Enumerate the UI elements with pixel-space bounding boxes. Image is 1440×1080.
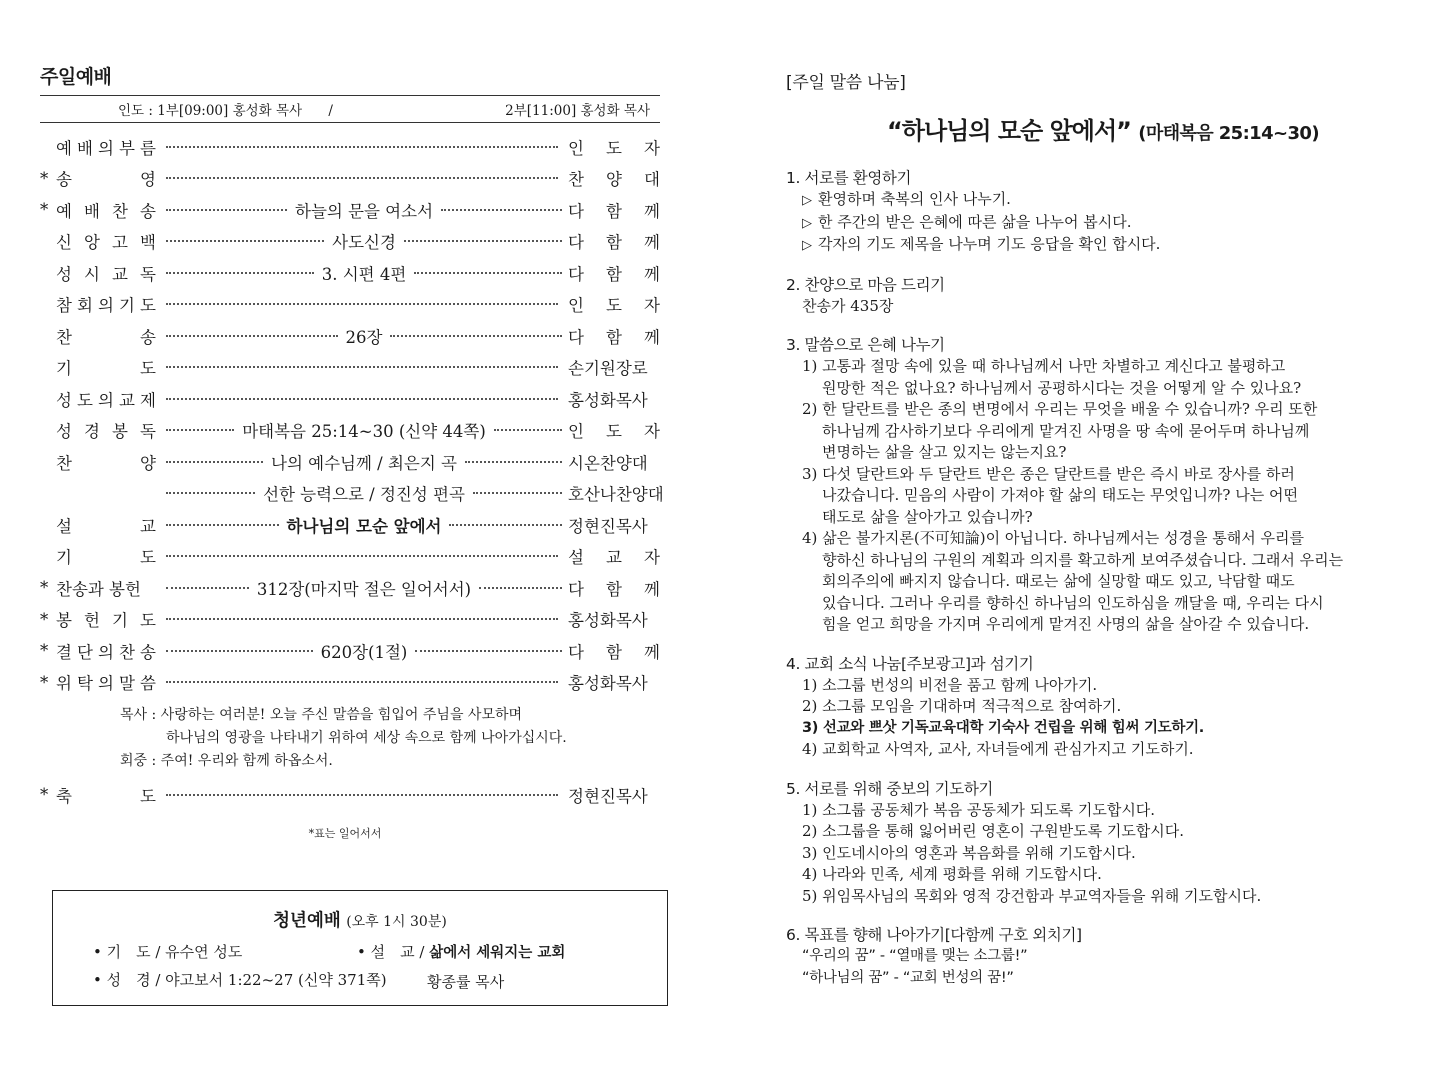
order-item-label: 참 회 의 기 도: [56, 296, 156, 316]
order-item-label: 성 시 교 독: [56, 264, 156, 284]
youth-title-text: 청년예배: [273, 911, 341, 931]
youth-sermon-label: • 설 교 /: [357, 943, 430, 961]
order-item-leader: 손기원장로: [568, 359, 648, 379]
order-row: [40, 226, 660, 258]
order-of-worship: [40, 131, 664, 698]
youth-title: [53, 907, 667, 932]
order-item-detail: 하늘의 문을 여소서: [295, 201, 434, 221]
order-item-dots: [166, 324, 562, 348]
triangle-bullet-icon: [802, 235, 818, 253]
leader-part1-text: 인도 : 1부[09:00] 홍성화 목사: [118, 103, 303, 119]
benediction-text: [40, 704, 660, 773]
youth-time: (오후 1시 30분): [346, 914, 447, 930]
order-item-leader: 다 함 께: [568, 201, 660, 221]
sharing-section: [786, 654, 1406, 761]
sharing-section: [786, 779, 1406, 908]
order-item-label: 기 도: [56, 548, 156, 568]
section-item: 변명하는 삶을 살고 있지는 않는지요?: [822, 443, 1067, 461]
section-item-text: 각자의 기도 제목을 나누며 기도 응답을 확인 합시다.: [818, 235, 1161, 253]
order-item-dots: [166, 481, 562, 505]
order-item-label: 봉 헌 기 도: [56, 611, 156, 631]
order-item-detail: 하나님의 모순 앞에서: [286, 516, 442, 536]
sharing-sections: [786, 168, 1406, 989]
triangle-bullet-icon: [802, 190, 818, 208]
standing-mark: *: [40, 641, 49, 661]
section-heading: 4. 교회 소식 나눔[주보광고]과 섬기기: [786, 654, 1034, 673]
page-title: 주일예배: [40, 66, 112, 88]
order-row: [40, 163, 660, 195]
order-row: [40, 667, 660, 699]
standing-mark: *: [40, 785, 49, 805]
order-item-detail: 마태복음 25:14~30 (신약 44쪽): [242, 422, 486, 442]
order-item-dots: [166, 261, 562, 285]
worship-order-page: [40, 62, 664, 841]
order-item-detail: 나의 예수님께 / 최은지 곡: [271, 453, 457, 473]
leader-line-part1: [118, 99, 333, 119]
order-item-dots: [166, 418, 562, 442]
order-item-label: 설 교: [56, 516, 156, 536]
order-item-leader: 시온찬양대: [568, 453, 648, 473]
section-item: 회의주의에 빠지지 않습니다. 때로는 삶에 실망할 때도 있고, 낙담할 때도: [822, 572, 1295, 590]
section-item: 1) 소그룹 번성의 비전을 품고 함께 나아가기.: [802, 675, 1098, 694]
standing-mark: *: [40, 609, 49, 629]
pastor-line: 목사 : 사랑하는 여러분! 오늘 주신 말씀을 힘입어 주님을 사모하며: [120, 707, 523, 723]
section-item-text: 한 주간의 받은 은혜에 따른 삶을 나누어 봅시다.: [818, 212, 1132, 231]
order-row: [40, 635, 660, 667]
section-item: 3) 다섯 달란트와 두 달란트 받은 종은 달란트를 받은 즉시 바로 장사를 하러: [802, 464, 1295, 483]
order-item-leader: 설 교 자: [568, 548, 660, 568]
sermon-title-text: “하나님의 모순 앞에서”: [887, 117, 1131, 145]
order-item-dots: [166, 681, 562, 683]
order-item-leader: 다 함 께: [568, 264, 660, 284]
order-item-dots: [166, 198, 562, 222]
section-item: 4) 나라와 민족, 세계 평화를 위해 기도합시다.: [802, 865, 1102, 883]
section-item: 나갔습니다. 믿음의 사람이 가져야 할 삶의 태도는 무엇입니까? 나는 어떤: [822, 486, 1298, 504]
order-item-leader: 인 도 자: [568, 296, 660, 316]
order-item-leader: 찬 양 대: [568, 170, 660, 190]
section-item: 있습니다. 그러나 우리를 향하신 하나님의 인도하심을 깨달을 때, 우리는 다시: [822, 593, 1324, 612]
congregation-line: 회중 : 주여! 우리와 함께 하옵소서.: [120, 753, 333, 769]
order-row: [40, 446, 660, 478]
order-item-dots: [166, 450, 562, 474]
sharing-section: [786, 925, 1406, 989]
standing-mark: *: [40, 672, 49, 692]
section-heading: 6. 목표를 향해 나아가기[다함께 구호 외치기]: [786, 926, 1082, 944]
leader-separator: /: [328, 103, 333, 119]
order-item-label: 찬 양: [56, 453, 156, 473]
order-item-label: 송 영: [56, 170, 156, 190]
order-item-label: 예 배 의 부 름: [56, 138, 156, 158]
section-item: 1) 소그룹 공동체가 복음 공동체가 되도록 기도합시다.: [802, 800, 1156, 819]
order-item-leader: 홍성화목사: [568, 390, 648, 410]
youth-sermon: [357, 941, 565, 962]
section-item: 2) 소그룹 모임을 기대하며 적극적으로 참여하기.: [802, 697, 1122, 715]
standing-mark: *: [40, 200, 49, 220]
section-item: 찬송가 435장: [802, 296, 894, 315]
order-row: [40, 572, 660, 604]
section-item: [786, 189, 1406, 212]
order-item-label: 결 단 의 찬 송: [56, 642, 156, 662]
footnote: *표는 일어서서: [308, 826, 382, 840]
standing-mark: *: [40, 168, 49, 188]
section-item: 힘을 얻고 희망을 가지며 우리에게 맡겨진 사명의 삶을 살아갈 수 있습니다.: [822, 615, 1310, 633]
section-item: 3) 인도네시아의 영혼과 복음화를 위해 기도합시다.: [802, 843, 1136, 862]
youth-preacher: 황종률 목사: [427, 973, 505, 991]
section-item-text: 환영하며 축복의 인사 나누기.: [818, 190, 1011, 208]
order-item-leader: 정현진목사: [568, 786, 648, 806]
order-item-dots: [166, 576, 562, 600]
leader-line-part2: 2부[11:00] 홍성화 목사: [505, 103, 650, 119]
order-row: [40, 257, 660, 289]
section-heading: 2. 찬양으로 마음 드리기: [786, 275, 945, 294]
order-item-dots: [166, 177, 562, 179]
order-row: [40, 604, 660, 636]
sharing-section: [786, 168, 1406, 257]
order-item-dots: [166, 303, 562, 305]
order-item-detail: 620장(1절): [320, 642, 408, 662]
section-item: 하나님께 감사하기보다 우리에게 맡겨진 사명을 땅 속에 묻어두며 하나님께: [822, 421, 1310, 440]
order-item-label: 찬송과 봉헌: [56, 579, 141, 599]
order-row: [40, 194, 660, 226]
section-heading: 3. 말씀으로 은혜 나누기: [786, 336, 945, 354]
section-item: 2) 한 달란트를 받은 종의 변명에서 우리는 무엇을 배울 수 있습니까? 우리 또한: [802, 400, 1318, 418]
order-item-leader: 다 함 께: [568, 233, 660, 253]
order-item-leader: 정현진목사: [568, 516, 648, 536]
sermon-sharing-page: [786, 68, 1406, 989]
section-heading: 5. 서로를 위해 중보의 기도하기: [786, 779, 993, 798]
youth-service-box: [52, 890, 668, 1006]
order-row: [40, 320, 660, 352]
order-item-label: 성 경 봉 독: [56, 422, 156, 442]
order-item-label: 찬 송: [56, 327, 156, 347]
standing-mark: *: [40, 578, 49, 598]
order-item-label: 축 도: [56, 786, 156, 806]
youth-prayer: • 기 도 / 유수연 성도: [93, 943, 243, 961]
triangle-bullet-icon: [802, 213, 818, 231]
order-item-detail: 선한 능력으로 / 정진성 편곡: [263, 485, 465, 505]
sharing-section: [786, 275, 1406, 318]
order-item-leader: 인 도 자: [568, 422, 660, 442]
section-heading: 1. 서로를 환영하기: [786, 169, 912, 187]
order-item-dots: [166, 146, 562, 148]
section-item: 향하신 하나님의 구원의 계획과 의지를 확고하게 보여주셨습니다. 그래서 우리는: [822, 550, 1344, 569]
sermon-title: [786, 111, 1406, 146]
order-item-leader: 홍성화목사: [568, 674, 648, 694]
order-item-label: 위 탁 의 말 씀: [56, 674, 156, 694]
order-row: [40, 383, 660, 415]
order-row: [40, 478, 664, 510]
section-item: 4) 삶은 불가지론(不可知論)이 아닙니다. 하나님께서는 성경을 통해서 우리를: [802, 529, 1304, 547]
youth-sermon-title: 삶에서 세워지는 교회: [429, 945, 566, 961]
order-row: [40, 509, 660, 541]
order-item-label: 신 앙 고 백: [56, 233, 156, 253]
order-item-leader: 인 도 자: [568, 138, 660, 158]
order-row: [40, 541, 660, 573]
section-item: “하나님의 꿈” - “교회 번성의 꿈!”: [802, 969, 1014, 986]
section-item: 2) 소그룹을 통해 잃어버린 영혼이 구원받도록 기도합시다.: [802, 822, 1185, 840]
leader-line: [40, 95, 660, 123]
order-item-dots: [166, 618, 562, 620]
order-item-leader: 호산나찬양대: [568, 485, 664, 505]
order-item-dots: [166, 794, 562, 796]
order-item-dots: [166, 555, 562, 557]
section-item: 원망한 적은 없나요? 하나님께서 공평하시다는 것을 어떻게 알 수 있나요?: [822, 378, 1302, 397]
section-item: 1) 고통과 절망 속에 있을 때 하나님께서 나만 차별하고 계신다고 불평하고: [802, 357, 1286, 375]
order-item-detail: 26장: [345, 327, 383, 347]
section-item: 5) 위임목사님의 목회와 영적 강건함과 부교역자들을 위해 기도합시다.: [802, 886, 1262, 905]
order-item-label: 기 도: [56, 359, 156, 379]
order-item-leader: 다 함 께: [568, 642, 660, 662]
order-item-detail: 사도신경: [332, 233, 396, 253]
section-item: 태도로 삶을 살아가고 있습니까?: [822, 507, 1033, 526]
order-item-detail: 3. 시편 4편: [321, 264, 407, 284]
order-item-label: 성 도 의 교 제: [56, 390, 156, 410]
section-item: “우리의 꿈” - “열매를 맺는 소그룹!”: [802, 948, 1028, 964]
pastor-line-2: 하나님의 영광을 나타내기 위하여 세상 속으로 함께 나아가십시다.: [166, 730, 567, 746]
sharing-section: [786, 335, 1406, 636]
section-item: 3) 선교와 쁘삿 기독교육대학 기숙사 건립을 위해 힘써 기도하기.: [802, 719, 1204, 736]
section-item: [786, 234, 1406, 257]
sermon-reference: (마태복음 25:14~30): [1138, 123, 1319, 144]
order-item-leader: 홍성화목사: [568, 611, 648, 631]
order-item-label: 예 배 찬 송: [56, 201, 156, 221]
benediction-row: [40, 779, 660, 811]
order-item-leader: 다 함 께: [568, 579, 660, 599]
order-item-dots: [166, 513, 562, 537]
order-row: [40, 415, 660, 447]
order-item-dots: [166, 398, 562, 400]
youth-scripture: • 성 경 / 야고보서 1:22~27 (신약 371쪽): [93, 971, 387, 989]
section-item: 4) 교회학교 사역자, 교사, 자녀들에게 관심가지고 기도하기.: [802, 740, 1194, 758]
order-row: [40, 131, 660, 163]
order-item-dots: [166, 366, 562, 368]
order-item-dots: [166, 229, 562, 253]
sharing-header: [주일 말씀 나눔]: [786, 73, 906, 93]
order-row: [40, 352, 660, 384]
order-row: [40, 289, 660, 321]
order-item-dots: [166, 639, 562, 663]
order-item-detail: 312장(마지막 절은 일어서서): [256, 579, 472, 599]
section-item: [786, 212, 1406, 235]
order-item-leader: 다 함 께: [568, 327, 660, 347]
